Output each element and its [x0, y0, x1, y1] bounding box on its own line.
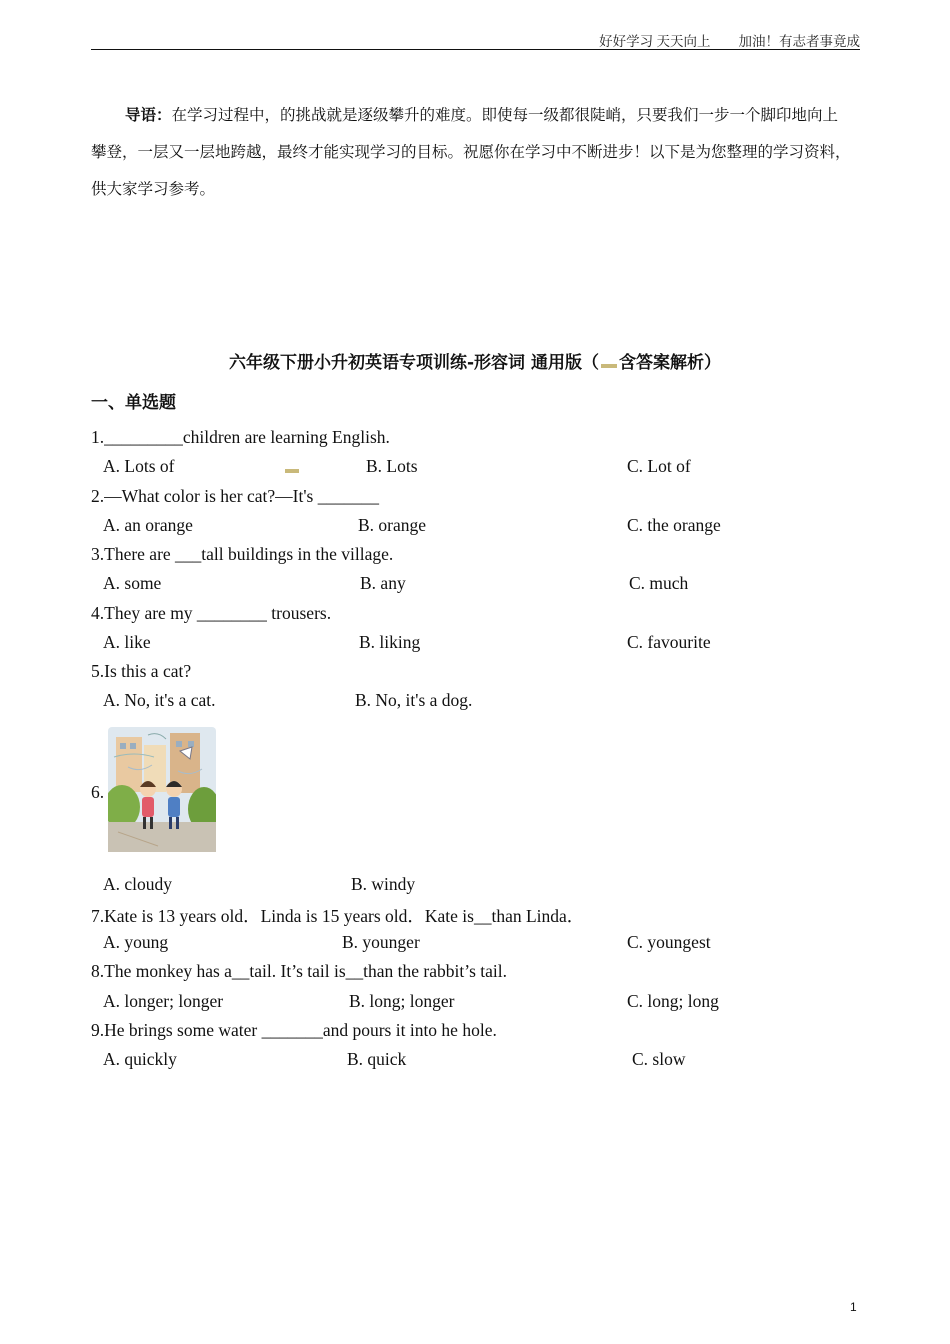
q2-option-c[interactable]: C. the orange [627, 515, 721, 535]
question-stem-8: 8.The monkey has a__tail. It’s tail is__than the rabbit’s tail. [91, 961, 508, 981]
q4-option-a[interactable]: A. like [103, 632, 151, 652]
q3-option-b[interactable]: B. any [360, 573, 406, 593]
document-title [0, 348, 950, 373]
q8-option-c[interactable]: C. long; long [627, 991, 719, 1011]
question-stem-4: 4.They are my ________ trousers. [91, 603, 332, 623]
question-stem-9: 9.He brings some water _______and pours it into he hole. [91, 1020, 497, 1040]
highlight-mark [601, 364, 617, 368]
q8-option-b[interactable]: B. long; longer [349, 991, 455, 1011]
q7-option-b[interactable]: B. younger [342, 932, 420, 952]
q9-option-a[interactable]: A. quickly [103, 1049, 177, 1069]
windy-day-illustration [108, 727, 216, 852]
q6-option-a[interactable]: A. cloudy [103, 874, 173, 894]
q7-option-c[interactable]: C. youngest [627, 932, 711, 952]
q7-option-a[interactable]: A. young [103, 932, 169, 952]
q4-option-c[interactable]: C. favourite [627, 632, 711, 652]
q1-option-b[interactable]: B. Lots [366, 456, 418, 476]
header-right: 加油！有志者事竟成 [738, 34, 860, 49]
q8-option-a[interactable]: A. longer; longer [103, 991, 224, 1011]
q2-option-b[interactable]: B. orange [358, 515, 427, 535]
question-stem-3: 3.There are ___tall buildings in the village. [91, 544, 394, 564]
intro-label: 导语： [125, 105, 172, 124]
q3-option-c[interactable]: C. much [629, 573, 689, 593]
q9-option-c[interactable]: C. slow [632, 1049, 686, 1069]
q5-option-a[interactable]: A. No, it's a cat. [103, 690, 216, 710]
title-before: 六年级下册小升初英语专项训练-形容词 通用版（ [229, 353, 599, 373]
q3-option-a[interactable]: A. some [103, 573, 162, 593]
question-stem-7: 7.Kate is 13 years old．Linda is 15 years old．Kate is__than Linda． [91, 906, 585, 926]
q4-option-b[interactable]: B. liking [359, 632, 421, 652]
intro-text: 在学习过程中，的挑战就是逐级攀升的难度。即使每一级都很陡峭，只要我们一步一个脚印地向上攀登，一层又一层地跨越，最终才能实现学习的目标。祝愿你在学习中不断进步！以下是为您整理的学习资料，供大家学习参考。 [91, 106, 851, 198]
page-number: 1 [850, 1300, 857, 1314]
intro-paragraph [91, 96, 851, 208]
question-stem-6: 6. [91, 782, 105, 802]
question-stem-1: 1._________children are learning English. [91, 427, 390, 447]
q6-option-b[interactable]: B. windy [351, 874, 416, 894]
q9-option-b[interactable]: B. quick [347, 1049, 407, 1069]
q5-option-b[interactable]: B. No, it's a dog. [355, 690, 473, 710]
page-header [91, 30, 860, 50]
question-stem-5: 5.Is this a cat? [91, 661, 192, 681]
header-rule [91, 49, 860, 50]
header-left: 好好学习 天天向上 [599, 34, 711, 49]
section-heading: 一、单选题 [91, 393, 176, 413]
q1-option-a[interactable]: A. Lots of [103, 456, 175, 476]
title-after: 含答案解析） [618, 353, 721, 373]
highlight-mark [285, 469, 299, 473]
q2-option-a[interactable]: A. an orange [103, 515, 193, 535]
q1-option-c[interactable]: C. Lot of [627, 456, 691, 476]
question-stem-2: 2.—What color is her cat?—It's _______ [91, 486, 379, 506]
